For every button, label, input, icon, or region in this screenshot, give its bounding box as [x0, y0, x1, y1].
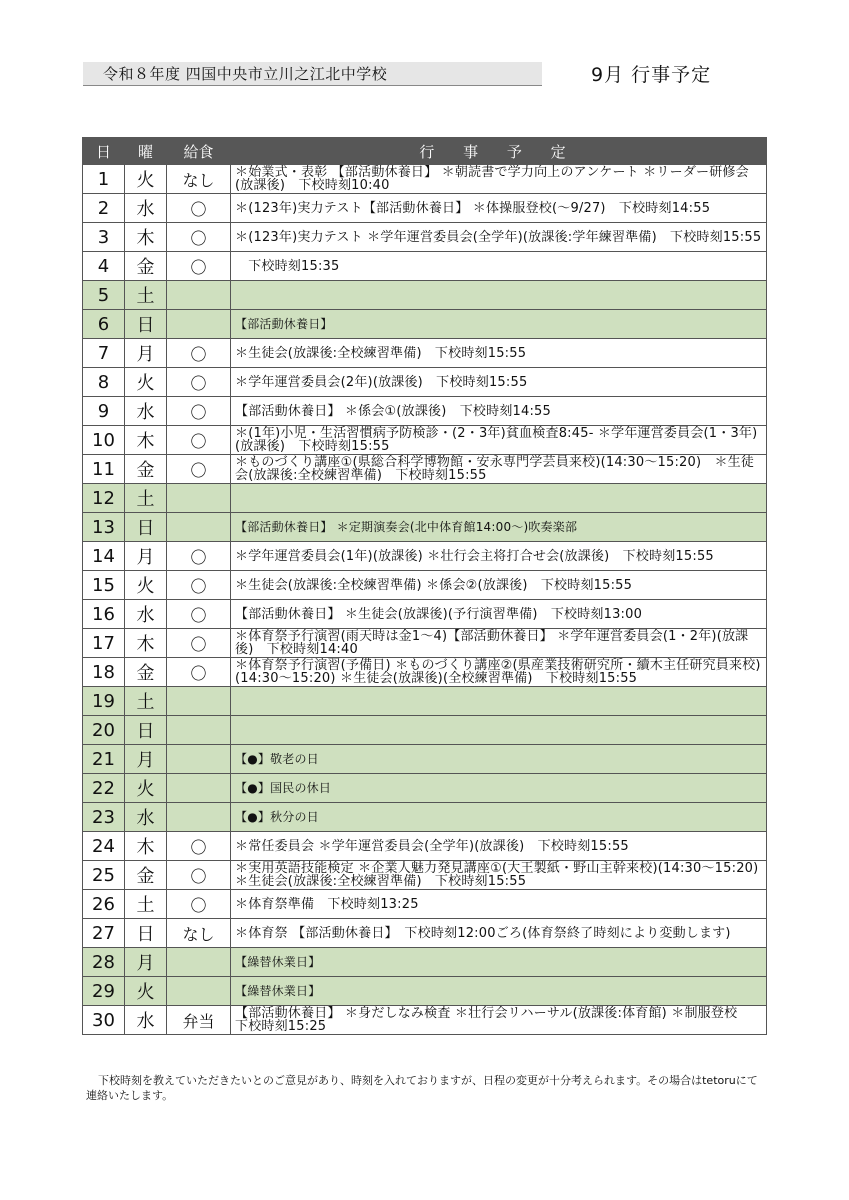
lunch-cell: 〇 [167, 397, 231, 426]
event-cell: 【部活動休養日】 ＊係会①(放課後) 下校時刻14:55 [231, 397, 767, 426]
weekday-cell: 金 [125, 252, 167, 281]
lunch-cell [167, 687, 231, 716]
table-row [83, 600, 767, 629]
event-cell: ＊始業式・表彰 【部活動休養日】 ＊朝読書で学力向上のアンケート ＊リーダー研修会(放課後) 下校時刻10:40 [231, 165, 767, 194]
lunch-cell: 〇 [167, 368, 231, 397]
event-cell: ＊学年運営委員会(2年)(放課後) 下校時刻15:55 [231, 368, 767, 397]
table-row [83, 194, 767, 223]
lunch-cell: 〇 [167, 832, 231, 861]
weekday-cell: 月 [125, 339, 167, 368]
lunch-cell [167, 977, 231, 1006]
weekday-cell: 月 [125, 948, 167, 977]
day-cell: 13 [83, 513, 125, 542]
weekday-cell: 土 [125, 687, 167, 716]
event-cell [231, 484, 767, 513]
event-cell: ＊体育祭準備 下校時刻13:25 [231, 890, 767, 919]
event-cell: ＊(123年)実力テスト ＊学年運営委員会(全学年)(放課後:学年練習準備) 下校時刻15:55 [231, 223, 767, 252]
day-cell: 27 [83, 919, 125, 948]
day-cell: 20 [83, 716, 125, 745]
weekday-cell: 日 [125, 919, 167, 948]
lunch-cell: 〇 [167, 571, 231, 600]
day-cell: 25 [83, 861, 125, 890]
day-cell: 5 [83, 281, 125, 310]
table-row [83, 368, 767, 397]
event-cell: ＊体育祭予行演習(予備日) ＊ものづくり講座②(県産業技術研究所・續木主任研究員来校)(14:30～15:20) ＊生徒会(放課後)(全校練習準備) 下校時刻15:55 [231, 658, 767, 687]
weekday-cell: 日 [125, 310, 167, 339]
school-name: 令和８年度 四国中央市立川之江北中学校 [83, 62, 542, 86]
weekday-cell: 木 [125, 832, 167, 861]
table-row [83, 165, 767, 194]
weekday-cell: 水 [125, 600, 167, 629]
weekday-cell: 木 [125, 426, 167, 455]
day-cell: 16 [83, 600, 125, 629]
day-cell: 3 [83, 223, 125, 252]
weekday-cell: 木 [125, 223, 167, 252]
table-row [83, 455, 767, 484]
event-cell: 【繰替休業日】 [231, 977, 767, 1006]
event-cell: ＊(123年)実力テスト【部活動休養日】 ＊体操服登校(～9/27) 下校時刻14:55 [231, 194, 767, 223]
day-cell: 26 [83, 890, 125, 919]
table-row [83, 890, 767, 919]
lunch-cell [167, 281, 231, 310]
event-cell [231, 716, 767, 745]
table-row [83, 397, 767, 426]
column-header-day: 日 [83, 138, 125, 165]
table-row [83, 281, 767, 310]
table-row [83, 745, 767, 774]
weekday-cell: 日 [125, 716, 167, 745]
day-cell: 28 [83, 948, 125, 977]
table-row [83, 1006, 767, 1035]
weekday-cell: 火 [125, 571, 167, 600]
event-cell: 【部活動休養日】 [231, 310, 767, 339]
day-cell: 8 [83, 368, 125, 397]
event-cell: 【繰替休業日】 [231, 948, 767, 977]
day-cell: 23 [83, 803, 125, 832]
day-cell: 9 [83, 397, 125, 426]
lunch-cell: 〇 [167, 426, 231, 455]
lunch-cell [167, 484, 231, 513]
day-cell: 30 [83, 1006, 125, 1035]
table-row [83, 513, 767, 542]
footer-note: 下校時刻を教えていただきたいとのご意見があり、時刻を入れておりますが、日程の変更が十分考えられます。その場合はtetoruにて連絡いたします。 [86, 1074, 758, 1102]
table-header-row [83, 138, 767, 165]
weekday-cell: 土 [125, 890, 167, 919]
table-row [83, 658, 767, 687]
weekday-cell: 水 [125, 397, 167, 426]
lunch-cell [167, 716, 231, 745]
lunch-cell: 〇 [167, 223, 231, 252]
weekday-cell: 月 [125, 542, 167, 571]
lunch-cell: なし [167, 165, 231, 194]
lunch-cell [167, 803, 231, 832]
event-cell: 【●】国民の休日 [231, 774, 767, 803]
table-row [83, 919, 767, 948]
column-header-events: 行 事 予 定 [231, 138, 767, 165]
day-cell: 11 [83, 455, 125, 484]
table-row [83, 832, 767, 861]
table-row [83, 687, 767, 716]
table-row [83, 571, 767, 600]
weekday-cell: 日 [125, 513, 167, 542]
day-cell: 6 [83, 310, 125, 339]
weekday-cell: 火 [125, 368, 167, 397]
day-cell: 21 [83, 745, 125, 774]
day-cell: 10 [83, 426, 125, 455]
day-cell: 17 [83, 629, 125, 658]
weekday-cell: 土 [125, 281, 167, 310]
event-cell: 【部活動休養日】 ＊生徒会(放課後)(予行演習準備) 下校時刻13:00 [231, 600, 767, 629]
weekday-cell: 水 [125, 803, 167, 832]
event-cell: ＊実用英語技能検定 ＊企業人魅力発見講座①(大王製紙・野山主幹来校)(14:30～15:20) ＊生徒会(放課後:全校練習準備) 下校時刻15:55 [231, 861, 767, 890]
table-row [83, 426, 767, 455]
day-cell: 2 [83, 194, 125, 223]
lunch-cell: 〇 [167, 339, 231, 368]
weekday-cell: 木 [125, 629, 167, 658]
table-row [83, 774, 767, 803]
weekday-cell: 火 [125, 165, 167, 194]
lunch-cell [167, 745, 231, 774]
event-cell: ＊生徒会(放課後:全校練習準備) 下校時刻15:55 [231, 339, 767, 368]
lunch-cell: 〇 [167, 542, 231, 571]
event-cell: ＊常任委員会 ＊学年運営委員会(全学年)(放課後) 下校時刻15:55 [231, 832, 767, 861]
table-row [83, 339, 767, 368]
day-cell: 1 [83, 165, 125, 194]
day-cell: 19 [83, 687, 125, 716]
table-row [83, 803, 767, 832]
table-row [83, 861, 767, 890]
day-cell: 18 [83, 658, 125, 687]
lunch-cell: 〇 [167, 252, 231, 281]
event-cell [231, 687, 767, 716]
lunch-cell: 〇 [167, 890, 231, 919]
weekday-cell: 水 [125, 1006, 167, 1035]
day-cell: 14 [83, 542, 125, 571]
weekday-cell: 火 [125, 774, 167, 803]
event-cell: 【●】敬老の日 [231, 745, 767, 774]
schedule-table [82, 137, 767, 1035]
table-row [83, 542, 767, 571]
lunch-cell [167, 774, 231, 803]
event-cell: ＊学年運営委員会(1年)(放課後) ＊壮行会主将打合せ会(放課後) 下校時刻15:55 [231, 542, 767, 571]
weekday-cell: 土 [125, 484, 167, 513]
month-title: 9月 行事予定 [591, 64, 712, 86]
day-cell: 29 [83, 977, 125, 1006]
day-cell: 7 [83, 339, 125, 368]
weekday-cell: 金 [125, 455, 167, 484]
lunch-cell: 〇 [167, 194, 231, 223]
event-cell: ＊ものづくり講座①(県総合科学博物館・安永専門学芸員来校)(14:30～15:20) ＊生徒会(放課後:全校練習準備) 下校時刻15:55 [231, 455, 767, 484]
lunch-cell: なし [167, 919, 231, 948]
lunch-cell: 〇 [167, 455, 231, 484]
weekday-cell: 金 [125, 861, 167, 890]
table-row [83, 223, 767, 252]
table-row [83, 310, 767, 339]
table-row [83, 977, 767, 1006]
lunch-cell: 弁当 [167, 1006, 231, 1035]
weekday-cell: 火 [125, 977, 167, 1006]
lunch-cell: 〇 [167, 861, 231, 890]
event-cell: ＊生徒会(放課後:全校練習準備) ＊係会②(放課後) 下校時刻15:55 [231, 571, 767, 600]
lunch-cell: 〇 [167, 629, 231, 658]
event-cell: ＊体育祭予行演習(雨天時は金1～4)【部活動休養日】 ＊学年運営委員会(1・2年)(放課後) 下校時刻14:40 [231, 629, 767, 658]
event-cell: ＊体育祭 【部活動休養日】 下校時刻12:00ごろ(体育祭終了時刻により変動します) [231, 919, 767, 948]
event-cell: 【●】秋分の日 [231, 803, 767, 832]
day-cell: 24 [83, 832, 125, 861]
column-header-lunch: 給食 [167, 138, 231, 165]
column-header-weekday: 曜 [125, 138, 167, 165]
event-cell: 下校時刻15:35 [231, 252, 767, 281]
table-row [83, 484, 767, 513]
table-row [83, 716, 767, 745]
day-cell: 12 [83, 484, 125, 513]
day-cell: 22 [83, 774, 125, 803]
event-cell: ＊(1年)小児・生活習慣病予防検診・(2・3年)貧血検査8:45- ＊学年運営委員会(1・3年)(放課後) 下校時刻15:55 [231, 426, 767, 455]
day-cell: 4 [83, 252, 125, 281]
lunch-cell [167, 948, 231, 977]
weekday-cell: 月 [125, 745, 167, 774]
event-cell: 【部活動休養日】 ＊定期演奏会(北中体育館14:00～)吹奏楽部 [231, 513, 767, 542]
event-cell [231, 281, 767, 310]
table-row [83, 948, 767, 977]
lunch-cell [167, 513, 231, 542]
lunch-cell: 〇 [167, 658, 231, 687]
lunch-cell [167, 310, 231, 339]
event-cell: 【部活動休養日】 ＊身だしなみ検査 ＊壮行会リハーサル(放課後:体育館) ＊制服登校 下校時刻15:25 [231, 1006, 767, 1035]
weekday-cell: 水 [125, 194, 167, 223]
table-row [83, 252, 767, 281]
day-cell: 15 [83, 571, 125, 600]
table-row [83, 629, 767, 658]
lunch-cell: 〇 [167, 600, 231, 629]
weekday-cell: 金 [125, 658, 167, 687]
